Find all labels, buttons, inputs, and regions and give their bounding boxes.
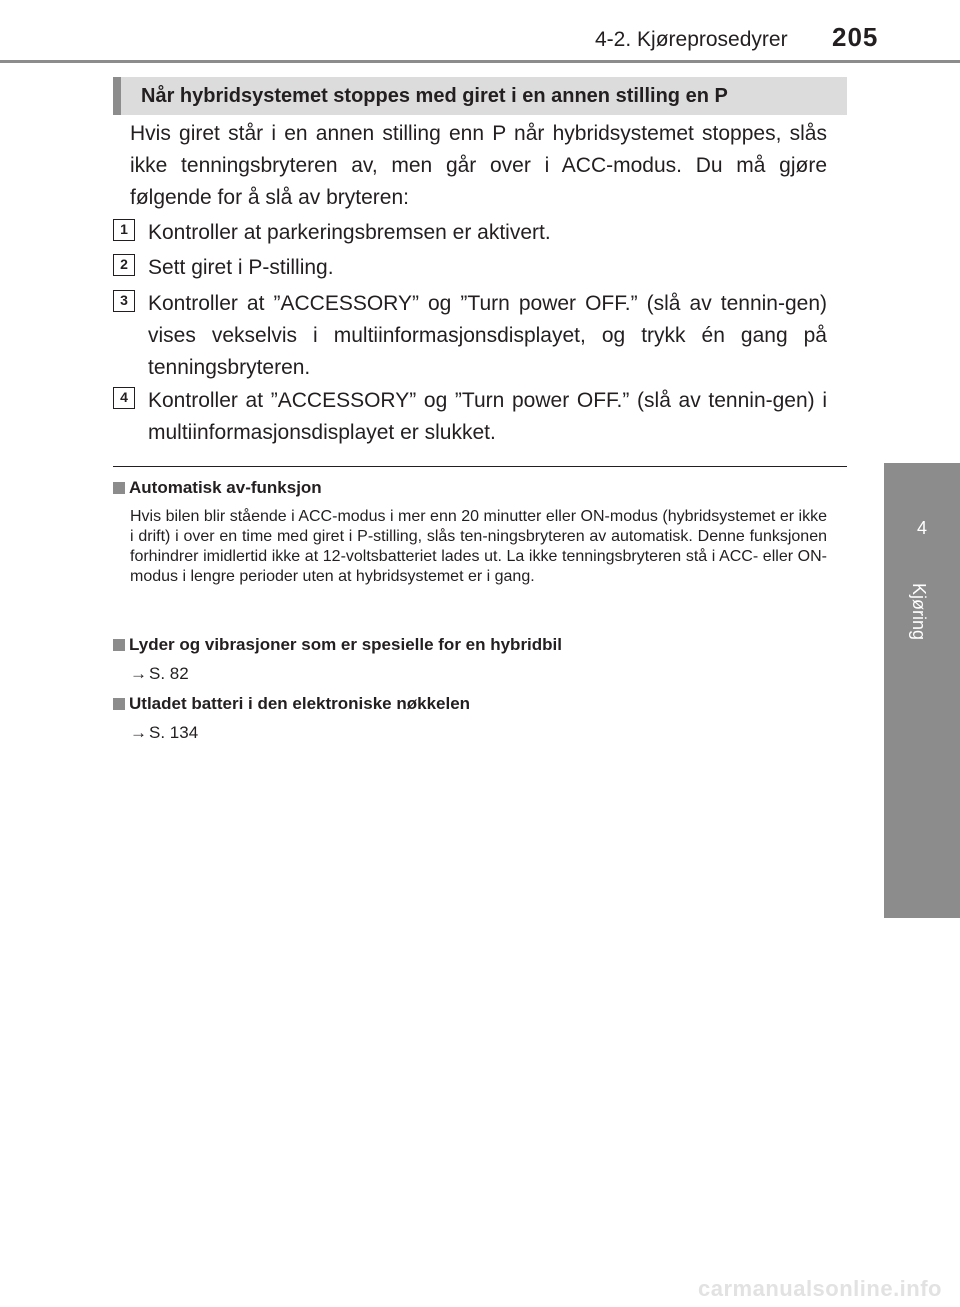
- note-title-text: Utladet batteri i den elektroniske nøkkelen: [129, 694, 471, 713]
- page-reference-link[interactable]: [130, 664, 189, 684]
- page-reference-text: S. 82: [149, 664, 189, 683]
- step-text: Kontroller at parkeringsbremsen er aktivert.: [148, 221, 551, 244]
- square-bullet-icon: [113, 639, 125, 651]
- note-title: [113, 694, 470, 714]
- chapter-side-tab: [884, 463, 960, 918]
- header-section-title: 4-2. Kjøreprosedyrer: [595, 28, 788, 51]
- site-watermark: carmanualsonline.info: [698, 1276, 942, 1301]
- step-number-badge: 1: [113, 219, 135, 241]
- arrow-right-icon: →: [130, 664, 147, 683]
- square-bullet-icon: [113, 482, 125, 494]
- note-title: [113, 478, 322, 498]
- intro-paragraph: Hvis giret står i en annen stilling enn P når hybridsystemet stoppes, slås ikke tenningsbryteren av, men går over i ACC-modus. Du må gjøre følgende for å slå av bryteren:: [130, 122, 827, 209]
- step-number-badge: 3: [113, 290, 135, 312]
- section-header-bar: [113, 77, 847, 115]
- step-number-badge: 2: [113, 254, 135, 276]
- notes-divider: [113, 466, 847, 467]
- page-reference-link[interactable]: [130, 723, 198, 743]
- chapter-number: 4: [916, 518, 927, 538]
- section-title: Når hybridsystemet stoppes med giret i en annen stilling en P: [141, 85, 728, 107]
- note-title: [113, 635, 562, 655]
- step-text: Sett giret i P-stilling.: [148, 256, 334, 279]
- square-bullet-icon: [113, 698, 125, 710]
- header-divider: [0, 60, 960, 63]
- note-title-text: Lyder og vibrasjoner som er spesielle for en hybridbil: [129, 635, 562, 654]
- arrow-right-icon: →: [130, 723, 147, 742]
- step-text: Kontroller at ”ACCESSORY” og ”Turn power OFF.” (slå av tennin-gen) i multiinformasjonsdisplayet er slukket.: [148, 389, 827, 444]
- page-number: 205: [832, 22, 879, 52]
- step-text: Kontroller at ”ACCESSORY” og ”Turn power OFF.” (slå av tennin-gen) vises vekselvis i multiinformasjonsdisplayet, og trykk én gang på tenningsbryteren.: [148, 292, 827, 379]
- page-reference-text: S. 134: [149, 723, 199, 742]
- step-number-badge: 4: [113, 387, 135, 409]
- note-title-text: Automatisk av-funksjon: [129, 478, 322, 497]
- note-body: Hvis bilen blir stående i ACC-modus i mer enn 20 minutter eller ON-modus (hybridsystemet er ikke i drift) i over en time med giret i P-stilling, slås ten-ningsbryteren av automatisk. Denne funksjonen forhindrer imidlertid ikke at 12-voltsbatteriet lades ut. La ikke tenningsbryteren stå i ACC- eller ON-modus i lengre perioder uten at hybridsystemet er i gang.: [130, 508, 827, 585]
- chapter-label: Kjøring: [909, 583, 929, 641]
